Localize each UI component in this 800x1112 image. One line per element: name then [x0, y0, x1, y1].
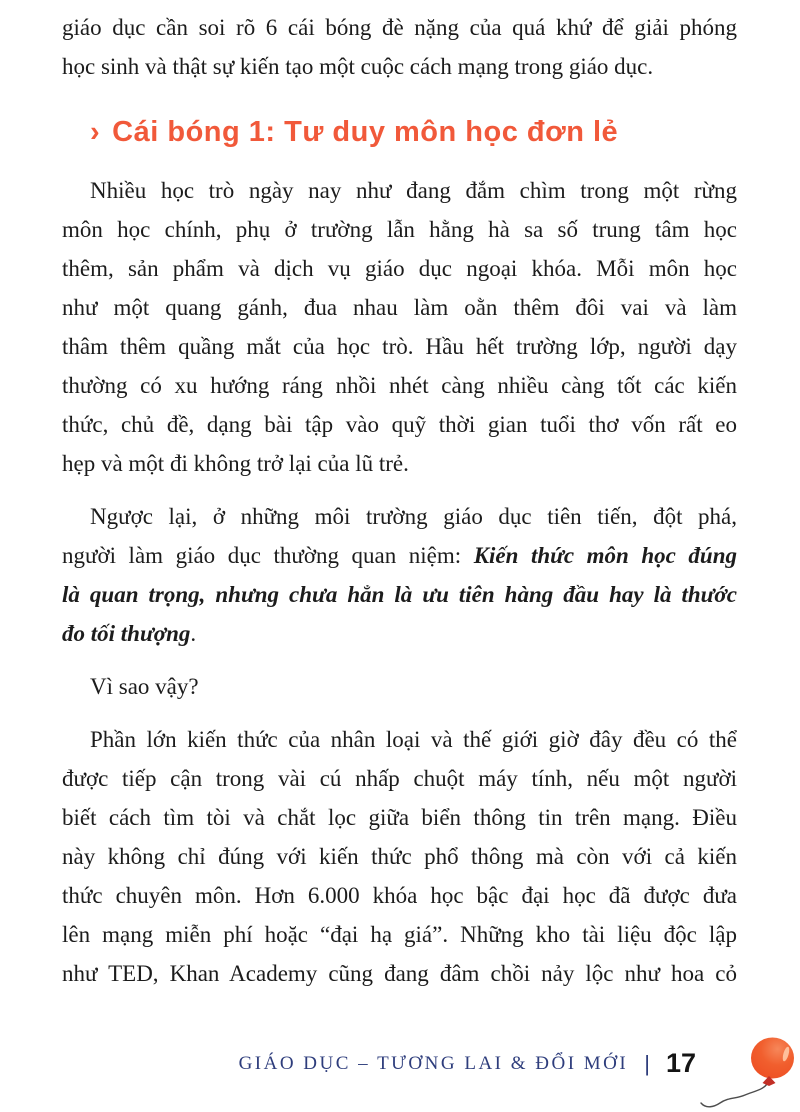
text-line [62, 667, 737, 706]
body-slot [62, 171, 737, 993]
body-text: như một quang gánh, đua nhau làm oằn thêm đôi vai và làm [62, 295, 737, 320]
text-line [62, 720, 737, 759]
section-heading-text: Cái bóng 1: Tư duy môn học đơn lẻ [112, 116, 619, 148]
body-text: biết cách tìm tòi và chắt lọc giữa biển thông tin trên mạng. Điều [62, 805, 737, 830]
text-line [62, 405, 737, 444]
text-line [62, 915, 737, 954]
body-text: thâm thêm quầng mắt của học trò. Hầu hết trường lớp, người dạy [62, 334, 737, 359]
intro-slot [62, 8, 737, 86]
text-line [62, 575, 737, 614]
body-text: học sinh và thật sự kiến tạo một cuộc cách mạng trong giáo dục. [62, 54, 654, 79]
section-heading [90, 112, 737, 152]
balloon-icon [696, 1024, 796, 1110]
body-text: môn học chính, phụ ở trường lẫn hằng hà sa số trung tâm học [62, 217, 737, 242]
body-text: lên mạng miễn phí hoặc “đại hạ giá”. Những kho tài liệu độc lập [62, 922, 737, 947]
body-text: thức chuyên môn. Hơn 6.000 khóa học bậc đại học đã được đưa [62, 883, 737, 908]
body-text: Vì sao vậy? [90, 674, 199, 699]
text-line [62, 366, 737, 405]
page-number: 17 [665, 1048, 696, 1078]
body-text: thêm, sản phẩm và dịch vụ giáo dục ngoại khóa. Mỗi môn học [62, 256, 737, 281]
text-line [62, 798, 737, 837]
paragraph-intro-continuation [62, 8, 737, 86]
text-line [62, 876, 737, 915]
body-text: Nhiều học trò ngày nay như đang đắm chìm trong một rừng [90, 178, 737, 203]
page-content [62, 8, 737, 1007]
text-line [62, 171, 737, 210]
paragraph-1 [62, 171, 737, 483]
body-text: Phần lớn kiến thức của nhân loại và thế giới giờ đây đều có thể [90, 727, 737, 752]
body-text: hẹp và một đi không trở lại của lũ trẻ. [62, 451, 409, 476]
body-text: như TED, Khan Academy cũng đang đâm chồi nảy lộc như hoa cỏ [62, 961, 737, 986]
text-line [62, 536, 737, 575]
text-line [62, 837, 737, 876]
emphasized-text: là quan trọng, nhưng chưa hẳn là ưu tiên hàng đầu hay là thước [62, 582, 737, 607]
paragraph-3 [62, 667, 737, 706]
body-text: . [190, 621, 197, 646]
paragraph-2 [62, 497, 737, 653]
text-line [62, 614, 737, 653]
body-text: giáo dục cần soi rõ 6 cái bóng đè nặng của quá khứ để giải phóng [62, 15, 737, 40]
text-line [62, 327, 737, 366]
text-line [62, 288, 737, 327]
text-line [62, 8, 737, 47]
text-line [62, 759, 737, 798]
body-text: này không chỉ đúng với kiến thức phổ thông mà còn với cả kiến [62, 844, 737, 869]
chevron-marker: › [90, 116, 101, 148]
body-text: được tiếp cận trong vài cú nhấp chuột máy tính, nếu một người [62, 766, 737, 791]
footer-separator: | [644, 1050, 650, 1076]
paragraph-4 [62, 720, 737, 993]
text-line [62, 47, 737, 86]
body-text: Ngược lại, ở những môi trường giáo dục tiên tiến, đột phá, [90, 504, 737, 529]
text-line [62, 210, 737, 249]
body-text: người làm giáo dục thường quan niệm: [62, 543, 474, 568]
text-line [62, 954, 737, 993]
body-text: thức, chủ đề, dạng bài tập vào quỹ thời gian tuổi thơ vốn rất eo [62, 412, 737, 437]
emphasized-text: đo tối thượng [62, 621, 191, 646]
text-line [62, 497, 737, 536]
running-title: GIÁO DỤC – TƯƠNG LAI & ĐỔI MỚI [238, 1052, 629, 1074]
emphasized-text: Kiến thức môn học đúng [473, 543, 738, 568]
footer-line [239, 1048, 696, 1079]
text-line [62, 249, 737, 288]
body-text: thường có xu hướng ráng nhồi nhét càng nhiều càng tốt các kiến [62, 373, 737, 398]
text-line [62, 444, 737, 483]
page-footer [0, 1020, 800, 1112]
